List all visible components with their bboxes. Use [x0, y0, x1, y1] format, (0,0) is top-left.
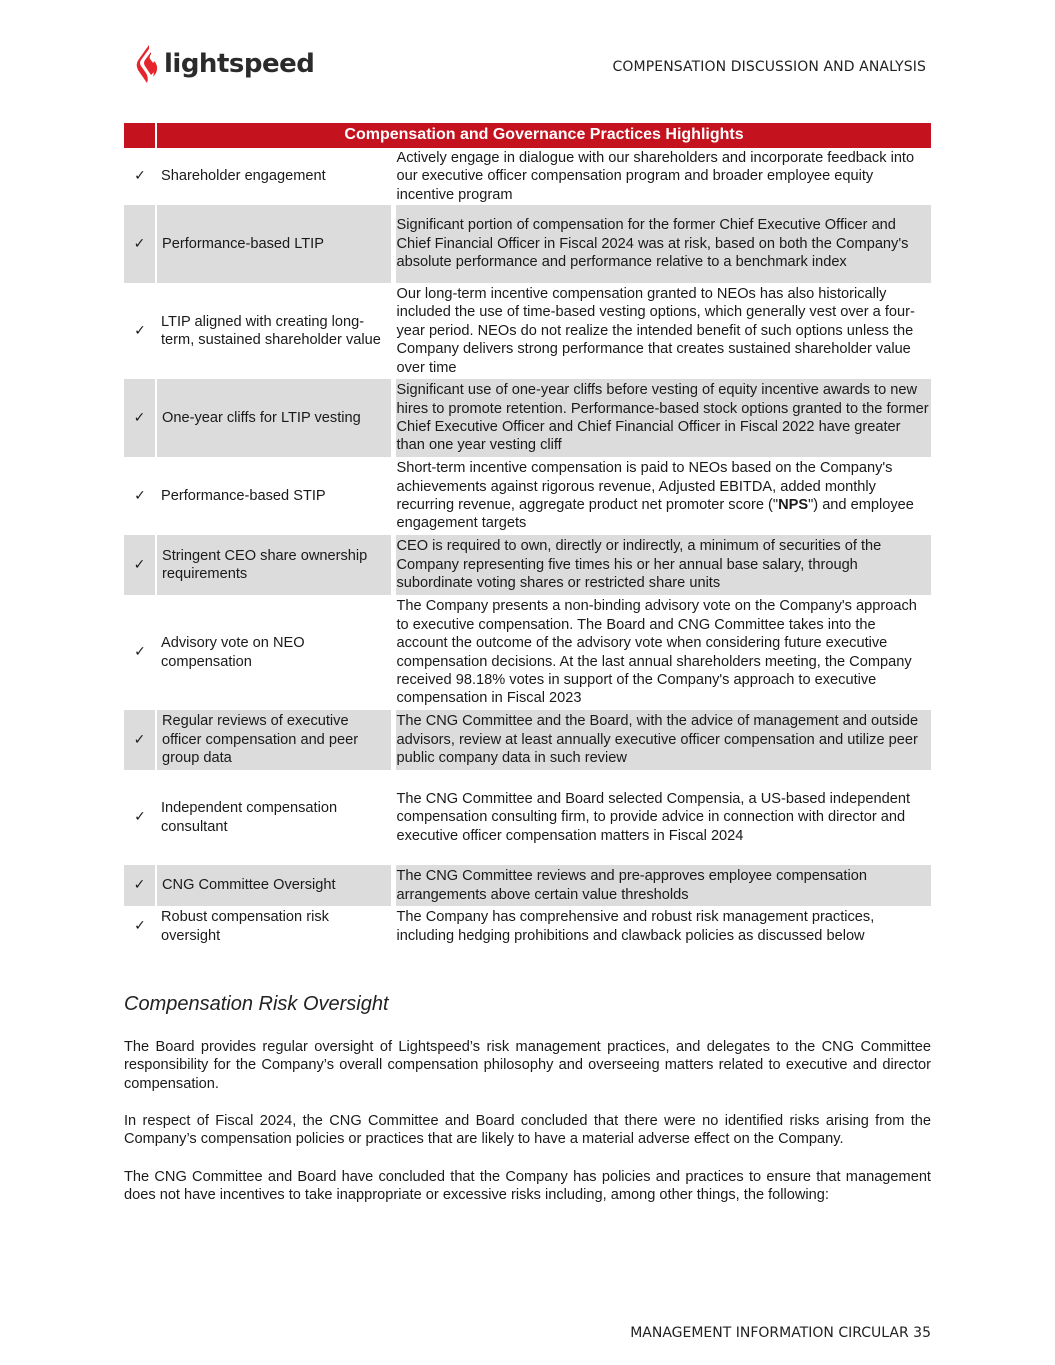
practice-description: The CNG Committee and the Board, with the advice of management and outside advisors, review at least annually executive officer compensation and utilize peer public company data in such review [393, 710, 931, 770]
table-row [124, 906, 931, 947]
practice-description [393, 457, 931, 535]
table-row [124, 283, 931, 379]
checkmark-icon: ✓ [124, 710, 156, 770]
table-row [124, 379, 931, 457]
checkmark-icon: ✓ [134, 809, 146, 826]
table-title: Compensation and Governance Practices Highlights [156, 123, 931, 148]
practice-name: LTIP aligned with creating long-term, sustained shareholder value [156, 283, 393, 379]
page-footer: MANAGEMENT INFORMATION CIRCULAR 35 [630, 1325, 931, 1341]
flame-logo-icon [135, 44, 161, 84]
paragraph: The CNG Committee and Board have concluded that the Company has policies and practices to ensure that management does not have incentives to take inappropriate or excessive risks including, among other things, the following: [124, 1169, 931, 1204]
nps-term: NPS [778, 497, 809, 513]
practice-name: Independent compensation consultant [156, 770, 393, 865]
checkmark-icon: ✓ [134, 322, 146, 339]
practice-name: Performance-based LTIP [156, 205, 393, 283]
practice-name: Stringent CEO share ownership requirements [156, 535, 393, 595]
description-text: ") and employee engagement targets [396, 497, 914, 532]
practice-description: Actively engage in dialogue with our shareholders and incorporate feedback into our executive officer compensation program and broader employee equity incentive program [396, 149, 915, 203]
checkmark-icon: ✓ [124, 205, 156, 283]
practice-description: The CNG Committee and Board selected Compensia, a US-based independent compensation consulting firm, to provide advice in connection with director and executive officer compensation matters in Fiscal 2024 [396, 790, 910, 844]
table-row [124, 148, 931, 205]
practice-name: Advisory vote on NEO compensation [156, 595, 393, 710]
paragraph: The Board provides regular oversight of Lightspeed’s risk management practices, and delegates to the CNG Committee responsibility for the Company’s overall compensation philosophy and overseeing matters related to executive and director compensation. [124, 1039, 931, 1092]
practice-name: Performance-based STIP [156, 457, 393, 535]
practice-name: Shareholder engagement [156, 148, 393, 205]
logo-text: lightspeed [164, 49, 315, 79]
header-title: COMPENSATION DISCUSSION AND ANALYSIS [612, 59, 926, 75]
table-row [124, 710, 931, 770]
practice-description: Significant use of one-year cliffs before vesting of equity incentive awards to new hires to promote retention. Performance-based stock options granted to the former Chief Executive Officer and Chief Financial Officer in Fiscal 2022 have greater than one year vesting cliff [393, 379, 931, 457]
table-row [124, 595, 931, 710]
practice-name: Regular reviews of executive officer compensation and peer group data [156, 710, 393, 770]
checkmark-icon: ✓ [134, 644, 146, 661]
practice-name: Robust compensation risk oversight [156, 906, 393, 947]
practice-description: CEO is required to own, directly or indirectly, a minimum of securities of the Company representing five times his or her annual base salary, through subordinate voting shares or restricted share units [393, 535, 931, 595]
table-row [124, 205, 931, 283]
section-heading: Compensation Risk Oversight [124, 993, 389, 1015]
practice-name: One-year cliffs for LTIP vesting [156, 379, 393, 457]
checkmark-icon: ✓ [134, 168, 146, 185]
description-text: Short-term incentive compensation is paid to NEOs based on the Company's achievements against rigorous revenue, Adjusted EBITDA, added monthly recurring revenue, aggregate product net promoter score (" [396, 460, 893, 513]
table-row [124, 770, 931, 865]
table-row [124, 535, 931, 595]
table-row [124, 457, 931, 535]
checkmark-icon: ✓ [134, 918, 146, 935]
checkmark-icon: ✓ [124, 379, 156, 457]
table-row [124, 865, 931, 906]
lightspeed-logo [135, 44, 314, 84]
checkmark-icon: ✓ [124, 865, 156, 906]
practices-table [124, 123, 931, 947]
practice-description: Our long-term incentive compensation granted to NEOs has also historically included the use of time-based vesting options, which generally vest over a four-year period. NEOs do not realize the intended benefit of such options unless the Company delivers strong performance that creates sustained shareholder value over time [396, 285, 915, 376]
practice-description: The CNG Committee reviews and pre-approves employee compensation arrangements above certain value thresholds [393, 865, 931, 906]
paragraph: In respect of Fiscal 2024, the CNG Committee and Board concluded that there were no identified risks arising from the Company’s compensation policies or practices that are likely to have a material adverse effect on the Company. [124, 1113, 931, 1148]
practice-name: CNG Committee Oversight [156, 865, 393, 906]
practice-description: The Company presents a non-binding advisory vote on the Company's approach to executive compensation. The Board and CNG Committee takes into the account the outcome of the advisory vote when considering future executive compensation decisions. At the last annual shareholders meeting, the Company received 98.18% votes in support of the Company's approach to executive compensation in Fiscal 2023 [396, 598, 917, 707]
practice-description: The Company has comprehensive and robust risk management practices, including hedging prohibitions and clawback policies as discussed below [396, 909, 875, 944]
checkmark-icon: ✓ [124, 535, 156, 595]
table-header-blank [124, 123, 156, 148]
practice-description: Significant portion of compensation for the former Chief Executive Officer and Chief Financial Officer in Fiscal 2024 was at risk, based on both the Company's absolute performance and performance relative to a benchmark index [393, 205, 931, 283]
table-header-row [124, 123, 931, 148]
checkmark-icon: ✓ [134, 487, 146, 504]
